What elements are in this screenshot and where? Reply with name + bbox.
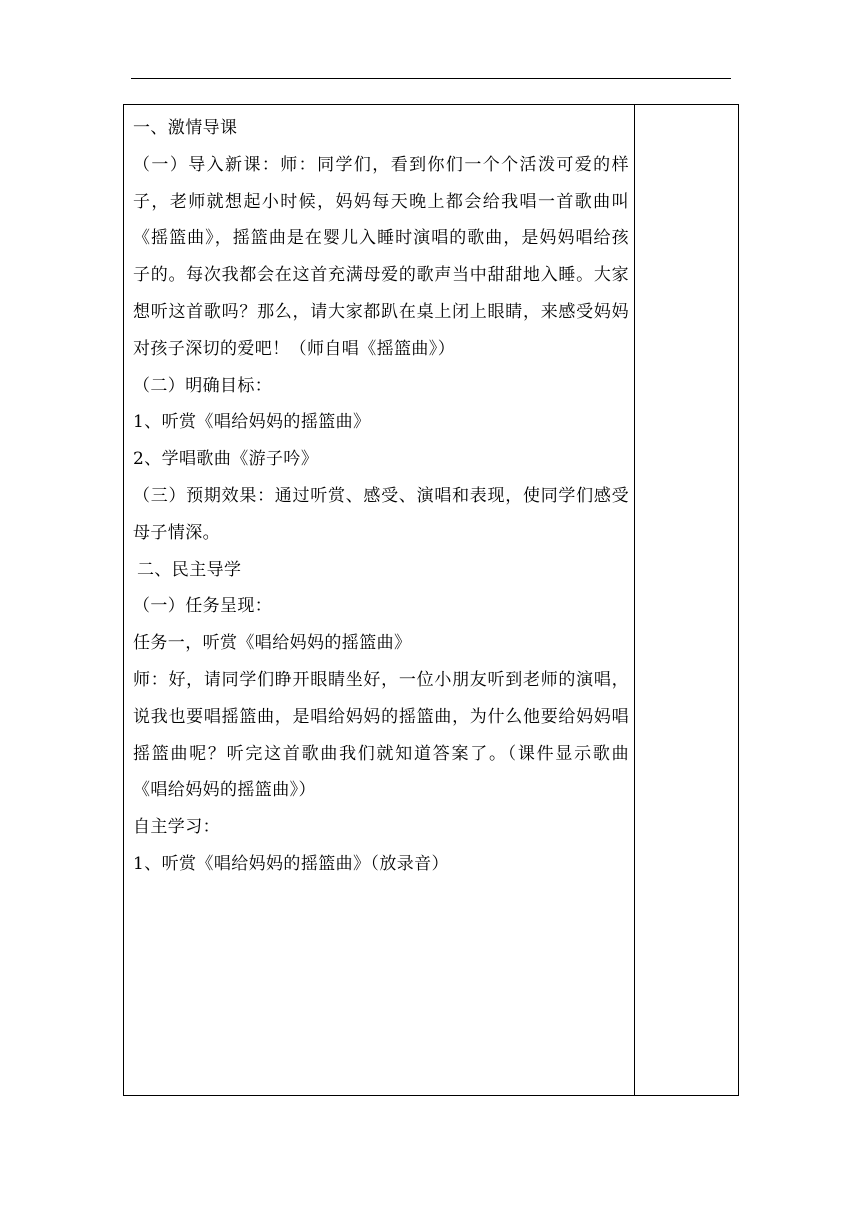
expected-effect-paragraph: （三）预期效果：通过听赏、感受、演唱和表现，使同学们感受母子情深。: [133, 485, 629, 543]
lesson-content-cell: [133, 110, 629, 883]
section-heading-1: 一、激情导课: [133, 118, 238, 138]
intro-paragraph: （一）导入新课：师：同学们，看到你们一个个活泼可爱的样子，老师就想起小时候，妈妈每天晚上都会给我唱一首歌曲叫《摇篮曲》，摇篮曲是在婴儿入睡时演唱的歌曲，是妈妈唱给孩子的。每次我都会在这首充满母爱的歌声当中甜甜地入睡。大家想听这首歌吗？那么，请大家都趴在桌上闭上眼睛，来感受妈妈对孩子深切的爱吧！（师自唱《摇篮曲》）: [133, 154, 629, 359]
goals-heading: （二）明确目标：: [133, 375, 273, 396]
self-study-heading: 自主学习：: [133, 817, 220, 838]
section-heading-2: 二、民主导学: [137, 559, 242, 580]
task-one-line: 任务一，听赏《唱给妈妈的摇篮曲》: [133, 633, 412, 654]
self-study-item-1: 1、听赏《唱给妈妈的摇篮曲》（放录音）: [133, 853, 449, 874]
goal-item-1: 1、听赏《唱给妈妈的摇篮曲》: [133, 412, 371, 433]
goal-item-2: 2、学唱歌曲《游子吟》: [133, 449, 319, 470]
header-rule: [131, 78, 731, 79]
table-column-divider: [634, 104, 635, 1096]
teacher-speech-paragraph: 师：好，请同学们睁开眼睛坐好，一位小朋友听到老师的演唱，说我也要唱摇篮曲，是唱给妈妈的摇篮曲，为什么他要给妈妈唱摇篮曲呢？听完这首歌曲我们就知道答案了。（课件显示歌曲《唱给妈妈的摇篮曲》）: [133, 669, 629, 801]
task-presentation-heading: （一）任务呈现：: [133, 596, 273, 617]
